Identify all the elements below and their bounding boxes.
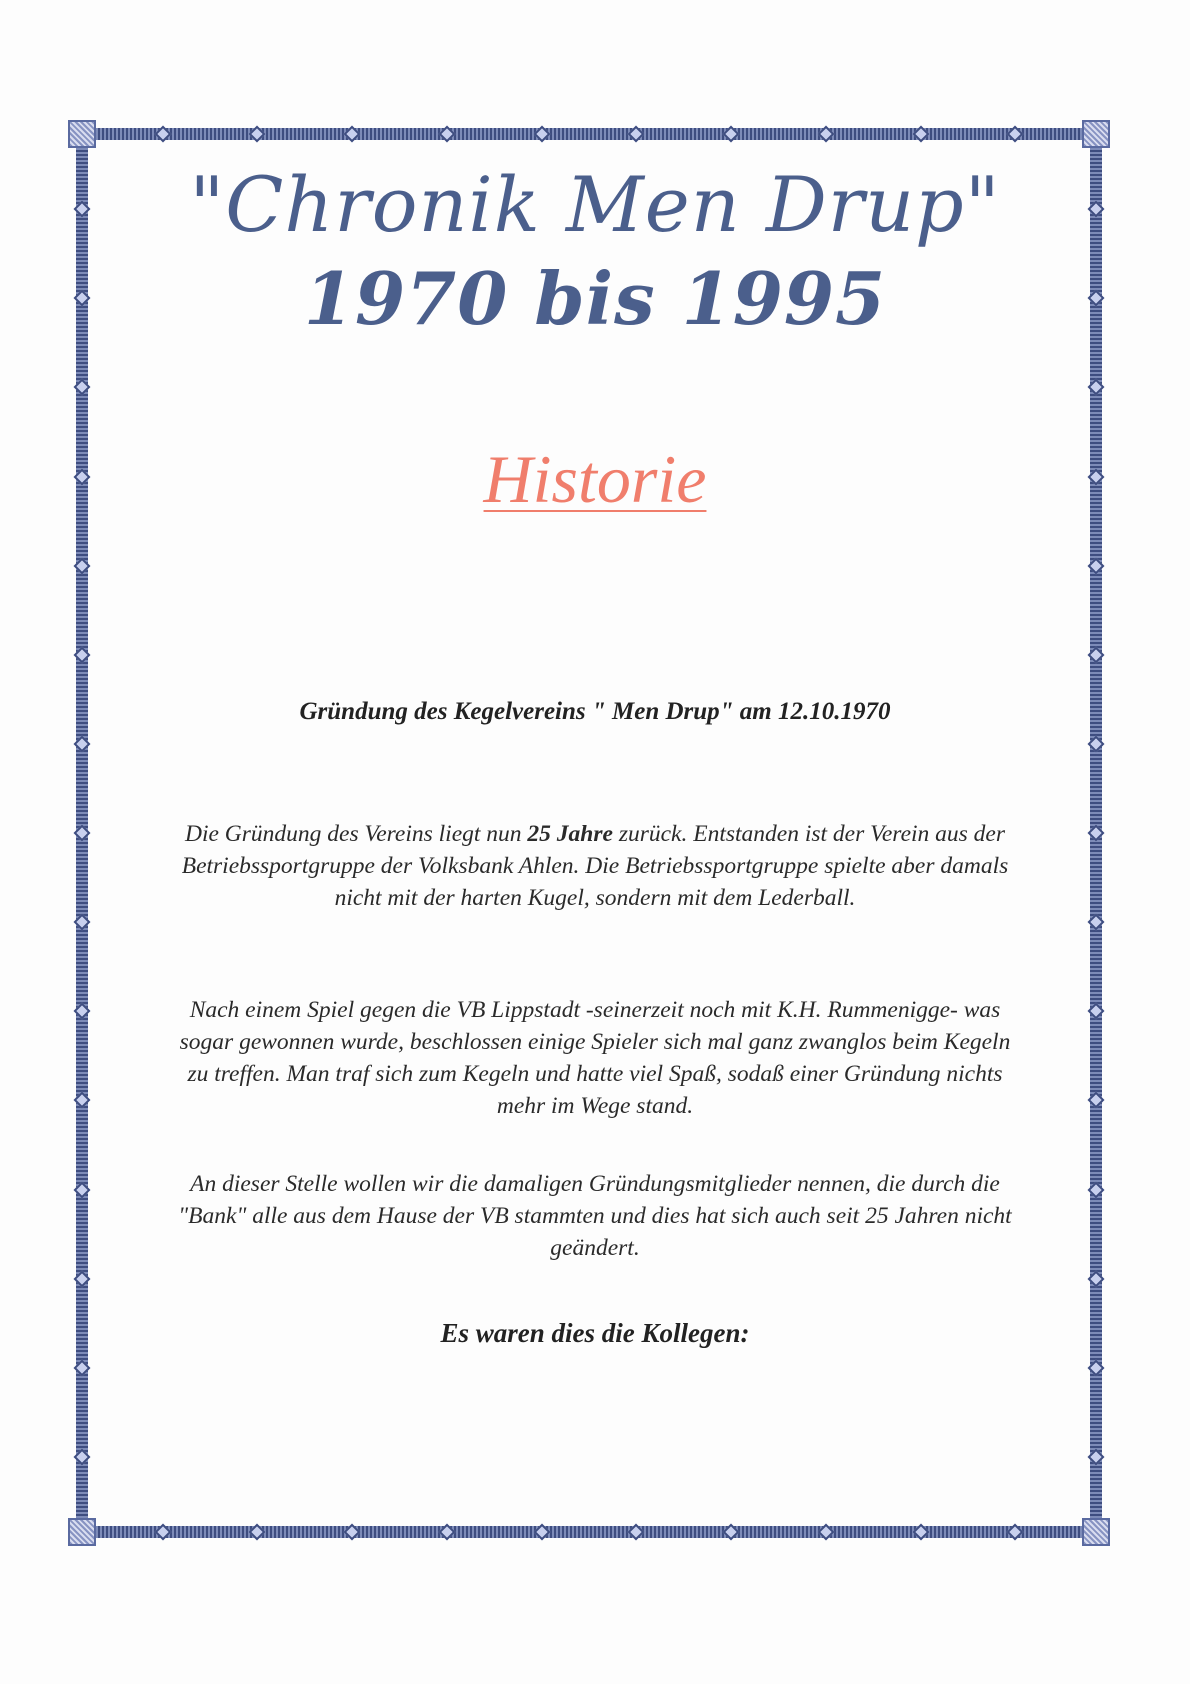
document-title: "Chronik Men Drup" [189,160,1001,249]
paragraph-founding-text-end: zurück. Entstanden ist der Verein aus der Betriebssportgruppe der Volksbank Ahlen. Die Betriebssportgruppe spielte aber damals nicht mit der harten Kugel, sondern mit dem Lederball. [181,821,1009,911]
border-corner-bottom-right [1082,1518,1110,1546]
border-corner-bottom-left [68,1518,96,1546]
border-corner-top-left [68,120,96,148]
section-heading-text: Historie [483,441,707,517]
paragraph-members: An dieser Stelle wollen wir die damaligen Gründungsmitglieder nennen, die durch die "Bank" alle aus dem Hause der VB stammten und dies hat sich auch seit 25 Jahren nicht geändert. [178,1171,1012,1261]
border-corner-top-right [1082,120,1110,148]
paragraph-founding-text-start: Die Gründung des Vereins liegt nun [184,821,528,847]
paragraph-founding [170,818,1020,914]
paragraph-founding-bold: 25 Jahre [527,821,613,847]
border-top [82,128,1096,140]
border-bottom [82,1526,1096,1538]
paragraph-history: Nach einem Spiel gegen die VB Lippstadt -seinerzeit noch mit K.H. Rummenigge- was sogar gewonnen wurde, beschlossen einige Spieler sich mal ganz zwanglos beim Kegeln zu treffen. Man traf sich zum Kegeln und hatte viel Spaß, sodaß einer Gründung nichts mehr im Wege stand. [179,997,1011,1119]
document-title-years: 1970 bis 1995 [303,256,887,341]
founding-line: Gründung des Kegelvereins " Men Drup" am 12.10.1970 [299,698,891,725]
section-heading [0,440,1190,519]
closing-line: Es waren dies die Kollegen: [440,1318,750,1348]
